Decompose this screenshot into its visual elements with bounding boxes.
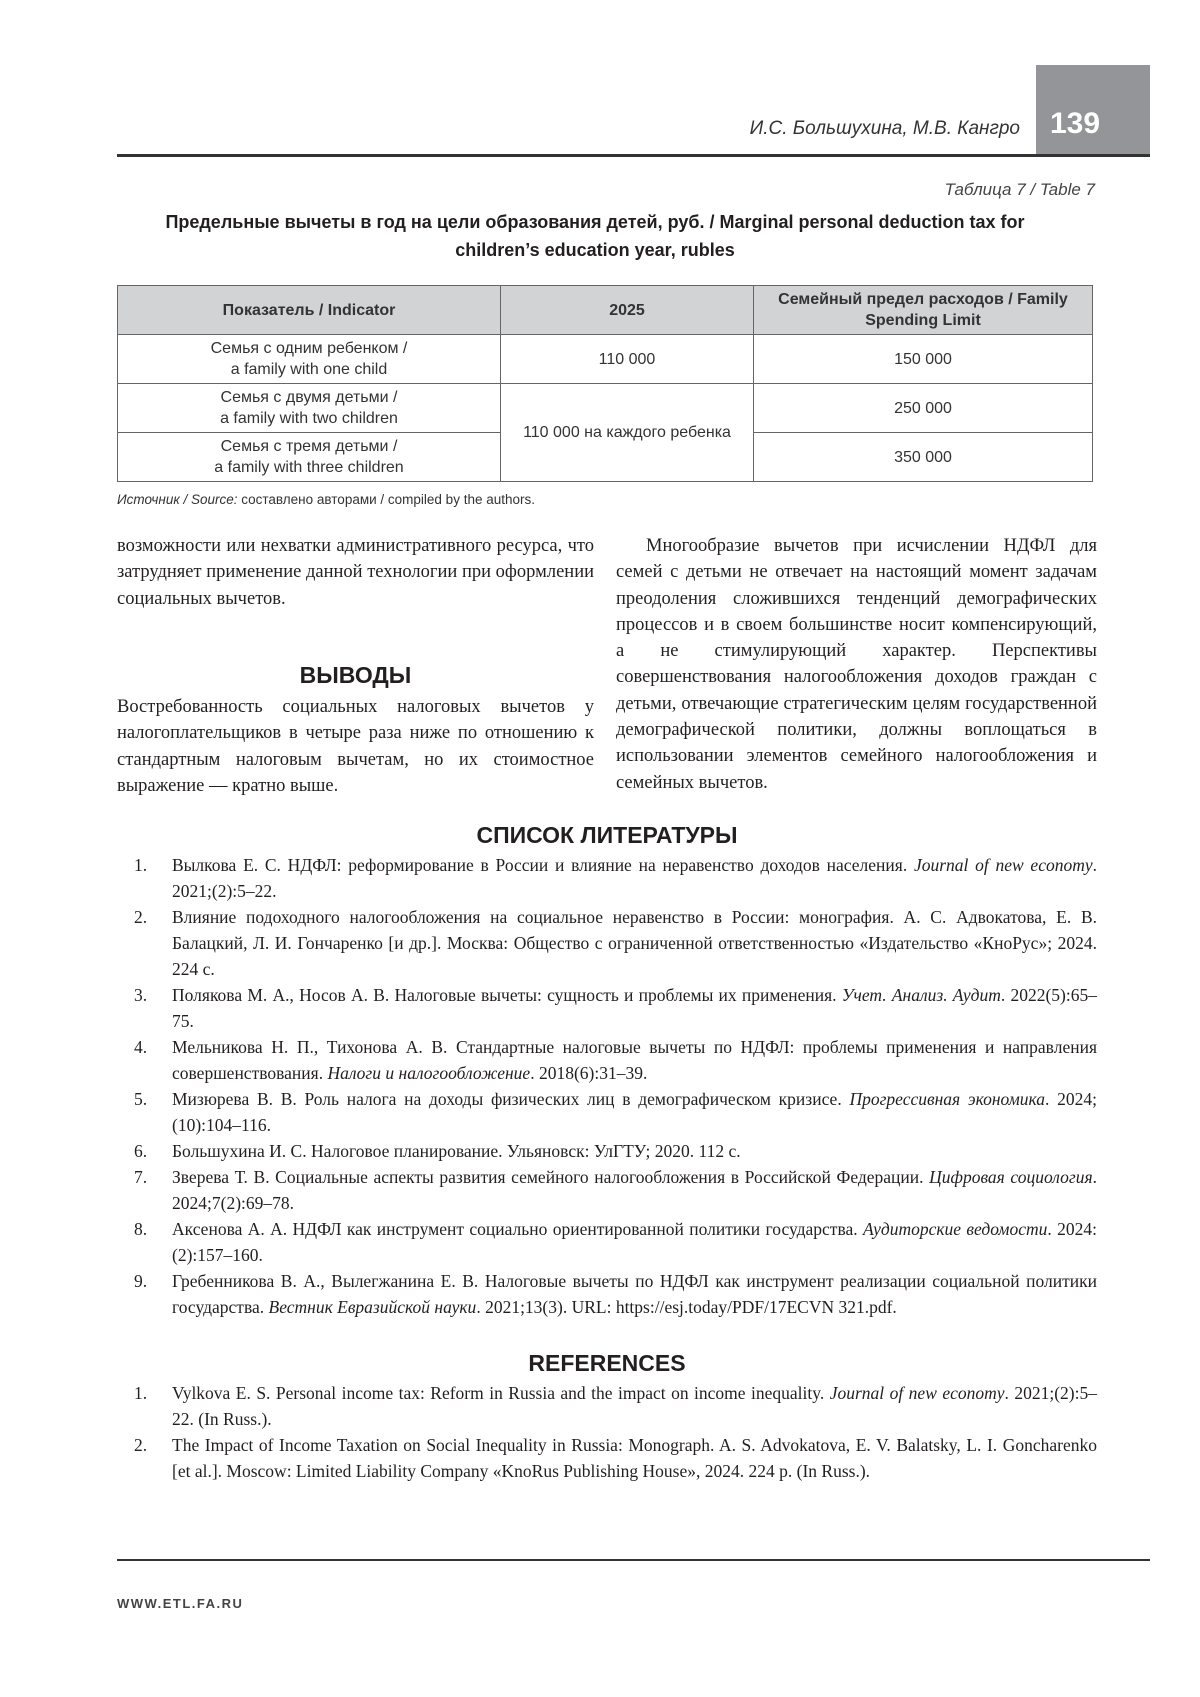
limit-cell: 350 000: [754, 433, 1093, 482]
reference-item: [117, 1432, 1097, 1484]
reference-number: 4.: [134, 1037, 148, 1057]
table-label: Таблица 7 / Table 7: [944, 180, 1095, 199]
table-header-row: [118, 286, 1093, 335]
value-2025-cell: 110 000 на каждого ребенка: [501, 384, 754, 482]
literature-list: [117, 852, 1097, 1320]
reference-text: Полякова М. А., Носов А. В. Налоговые вычеты: сущность и проблемы их применения. Учет. Анализ. Аудит. 2022(5):65–75.: [172, 985, 1097, 1031]
reference-text: The Impact of Income Taxation on Social Inequality in Russia: Monograph. A. S. Advokatova, E. V. Balatsky, L. I. Goncharenko [et al.]. Moscow: Limited Liability Company «KnoRus Publishing House», 2024. 224 p. (In Russ.).: [172, 1435, 1097, 1481]
body-paragraph: возможности или нехватки административного ресурса, что затрудняет применение данной технологии при оформлении социальных вычетов.: [117, 536, 594, 609]
reference-item: [117, 1268, 1097, 1320]
reference-text: Большухина И. С. Налоговое планирование. Ульяновск: УлГТУ; 2020. 112 с.: [172, 1141, 741, 1161]
reference-journal: Цифровая социология: [929, 1167, 1093, 1187]
reference-item: [117, 1034, 1097, 1086]
footer-divider: [117, 1559, 1150, 1561]
reference-text: Vylkova E. S. Personal income tax: Reform in Russia and the impact on income inequality. Journal of new economy. 2021;(2):5–22. (In Russ.).: [172, 1383, 1097, 1429]
reference-item: [117, 1216, 1097, 1268]
body-paragraph: Многообразие вычетов при исчислении НДФЛ для семей с детьми не отвечает на настоящий момент задачам преодоления сложившихся тенденций демографических процессов и в своем большинстве носит компенсирующий, а не стимулирующий характер. Перспективы совершенствования налогообложения доходов граждан с детьми, отвечающие стратегическим целям государственной демографической политики, должны воплощаться в использовании элементов семейного налогообложения и семейных вычетов.: [616, 536, 1097, 793]
indicator-cell: Семья с тремя детьми / a family with three children: [118, 433, 501, 482]
literature-heading: СПИСОК ЛИТЕРАТУРЫ: [476, 822, 738, 848]
conclusions-heading: ВЫВОДЫ: [299, 662, 412, 688]
table-source: Источник / Source: составлено авторами / compiled by the authors.: [117, 492, 535, 507]
indicator-cell: Семья с одним ребенком / a family with one child: [118, 335, 501, 384]
reference-text: Аксенова А. А. НДФЛ как инструмент социально ориентированной политики государства. Аудиторские ведомости. 2024:(2):157–160.: [172, 1219, 1097, 1265]
reference-item: [117, 982, 1097, 1034]
limit-cell: 150 000: [754, 335, 1093, 384]
reference-text: Гребенникова В. А., Вылегжанина Е. В. Налоговые вычеты по НДФЛ как инструмент реализации социальной политики государства. Вестник Евразийской науки. 2021;13(3). URL: https://esj.today/PDF/17ECVN 321.pdf.: [172, 1271, 1097, 1317]
table-title: Предельные вычеты в год на цели образования детей, руб. / Marginal personal deduction tax for children’s education year, rubles: [165, 212, 1025, 260]
value-2025-cell: 110 000: [501, 335, 754, 384]
reference-item: [117, 904, 1097, 982]
reference-number: 9.: [134, 1271, 148, 1291]
conclusions-paragraph: Востребованность социальных налоговых вычетов у налогоплательщиков в четыре раза ниже по отношению к стандартным налоговым вычетам, но их стоимостное выражение — кратно выше.: [117, 697, 594, 796]
reference-text: Зверева Т. В. Социальные аспекты развития семейного налогообложения в Российской Федерации. Цифровая социология. 2024;7(2):69–78.: [172, 1167, 1097, 1213]
column-header: Показатель / Indicator: [118, 286, 501, 335]
reference-number: 1.: [134, 1383, 148, 1403]
reference-item: [117, 1380, 1097, 1432]
reference-journal: Налоги и налогообложение: [327, 1063, 531, 1083]
header-divider: [117, 154, 1150, 157]
indicator-cell: Семья с двумя детьми / a family with two children: [118, 384, 501, 433]
reference-item: [117, 852, 1097, 904]
reference-item: [117, 1138, 1097, 1164]
references-list: [117, 1380, 1097, 1484]
deductions-table: [117, 285, 1093, 482]
reference-number: 3.: [134, 985, 148, 1005]
page-number: 139: [1050, 107, 1101, 140]
reference-text: Мизюрева В. В. Роль налога на доходы физических лиц в демографическом кризисе. Прогрессивная экономика. 2024;(10):104–116.: [172, 1089, 1097, 1135]
reference-item: [117, 1164, 1097, 1216]
running-header-authors: И.С. Большухина, М.В. Кангро: [749, 118, 1020, 139]
reference-number: 2.: [134, 1435, 148, 1455]
reference-number: 6.: [134, 1141, 148, 1161]
table-row: [118, 384, 1093, 433]
reference-journal: Аудиторские ведомости: [863, 1219, 1048, 1239]
limit-cell: 250 000: [754, 384, 1093, 433]
reference-number: 1.: [134, 855, 148, 875]
reference-number: 5.: [134, 1089, 148, 1109]
reference-number: 7.: [134, 1167, 148, 1187]
column-header: 2025: [501, 286, 754, 335]
reference-journal: Journal of new economy: [829, 1383, 1005, 1403]
reference-journal: Journal of new economy: [913, 855, 1093, 875]
reference-text: Влияние подоходного налогообложения на социальное неравенство в России: монография. А. С. Адвокатова, Е. В. Балацкий, Л. И. Гончаренко [и др.]. Москва: Общество с ограниченной ответственностью «Издательство «КноРус»; 2024. 224 с.: [172, 907, 1097, 979]
references-heading: REFERENCES: [528, 1350, 686, 1376]
reference-journal: Вестник Евразийской науки: [268, 1297, 477, 1317]
reference-journal: Прогрессивная экономика: [849, 1089, 1046, 1109]
reference-item: [117, 1086, 1097, 1138]
page-number-box: [1036, 65, 1150, 155]
reference-number: 8.: [134, 1219, 148, 1239]
reference-number: 2.: [134, 907, 148, 927]
reference-journal: Учет. Анализ. Аудит: [841, 985, 1001, 1005]
column-header: Семейный предел расходов / Family Spending Limit: [754, 286, 1093, 335]
table-row: [118, 335, 1093, 384]
reference-text: Вылкова Е. С. НДФЛ: реформирование в России и влияние на неравенство доходов населения. Journal of new economy. 2021;(2):5–22.: [172, 855, 1098, 901]
reference-text: Мельникова Н. П., Тихонова А. В. Стандартные налоговые вычеты по НДФЛ: проблемы применения и направления совершенствования. Налоги и налогообложение. 2018(6):31–39.: [172, 1037, 1097, 1083]
journal-website: WWW.ETL.FA.RU: [117, 1596, 244, 1611]
